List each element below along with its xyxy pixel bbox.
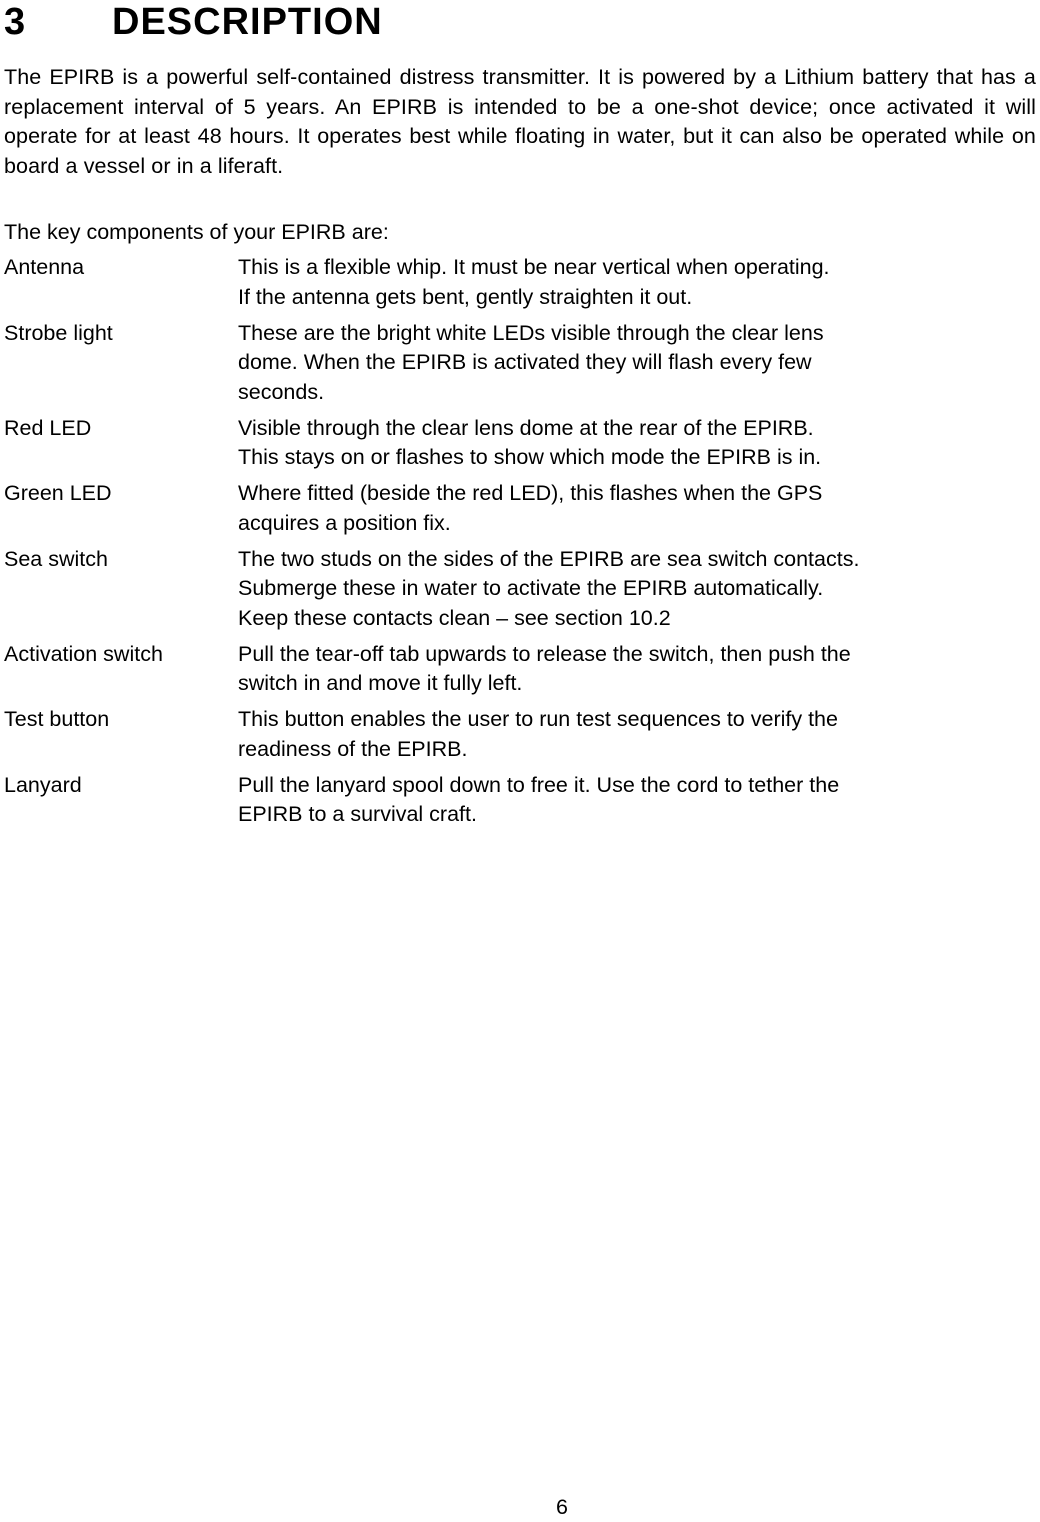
component-item-activation-switch: [4, 640, 1036, 699]
component-item-sea-switch: [4, 545, 1036, 634]
component-definition: This button enables the user to run test sequences to verify the readiness of the EPIRB.: [238, 707, 838, 761]
component-term: Test button: [4, 707, 110, 731]
component-definition: Pull the lanyard spool down to free it. Use the cord to tether the EPIRB to a survival craft.: [238, 772, 840, 826]
component-definition: Pull the tear-off tab upwards to release the switch, then push the switch in and move it fully left.: [238, 641, 851, 695]
component-item-strobe-light: [4, 319, 1036, 408]
section-number: 3: [4, 1, 27, 43]
component-definition: The two studs on the sides of the EPIRB are sea switch contacts. Submerge these in water to activate the EPIRB automatically. Keep these contacts clean – see section 10.2: [238, 546, 860, 630]
components-list: [4, 253, 1036, 836]
component-term: Lanyard: [4, 772, 82, 797]
component-item-green-led: [4, 479, 1036, 538]
component-item-antenna: [4, 253, 1036, 312]
components-lead: The key components of your EPIRB are:: [4, 220, 389, 244]
component-item-lanyard: [4, 771, 1036, 830]
component-definition: These are the bright white LEDs visible through the clear lens dome. When the EPIRB is activated they will flash every few seconds.: [238, 320, 824, 404]
component-term: Strobe light: [4, 320, 113, 345]
intro-paragraph: The EPIRB is a powerful self-contained distress transmitter. It is powered by a Lithium battery that has a replacement interval of 5 years. An EPIRB is intended to be a one-shot device; once activated it will operate for at least 48 hours. It operates best while floating in water, but it can also be operated while on board a vessel or in a liferaft.: [4, 65, 1036, 178]
component-item-red-led: [4, 414, 1036, 473]
component-term: Sea switch: [4, 546, 108, 571]
section-title: DESCRIPTION: [112, 1, 383, 43]
page-number: 6: [556, 1495, 568, 1519]
component-term: Green LED: [4, 481, 112, 505]
component-definition: Visible through the clear lens dome at the rear of the EPIRB. This stays on or flashes to show which mode the EPIRB is in.: [238, 415, 822, 469]
component-definition: This is a flexible whip. It must be near vertical when operating. If the antenna gets bent, gently straighten it out.: [238, 255, 830, 309]
component-term: Antenna: [4, 255, 85, 279]
component-item-test-button: [4, 705, 1036, 764]
component-term: Activation switch: [4, 641, 163, 666]
component-definition: Where fitted (beside the red LED), this flashes when the GPS acquires a position fix.: [238, 481, 823, 535]
component-term: Red LED: [4, 415, 92, 440]
